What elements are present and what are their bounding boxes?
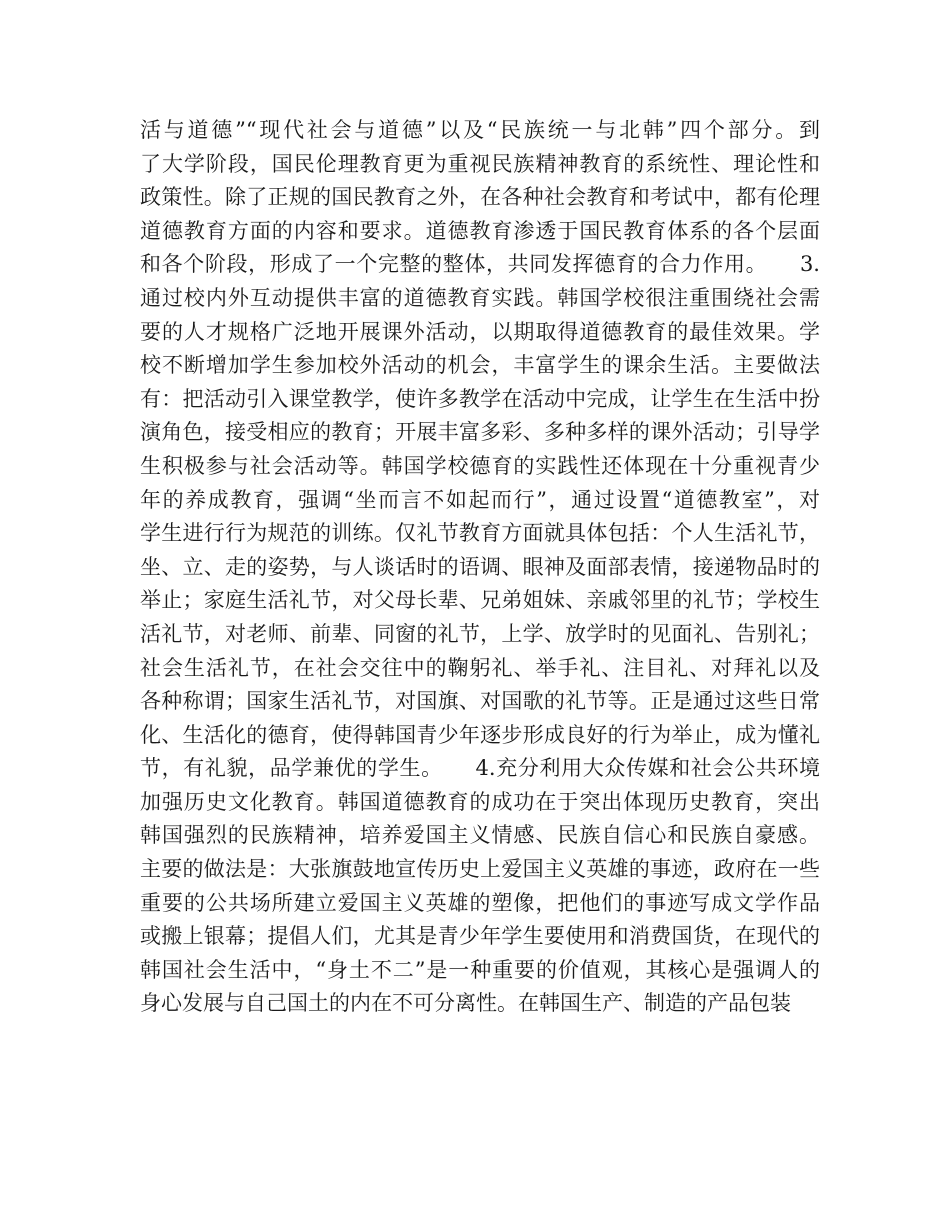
text-line: 校不断增加学生参加校外活动的机会，丰富学生的课余生活。主要做法: [140, 353, 820, 378]
text-line: 或搬上银幕；提倡人们，尤其是青少年学生要使用和消费国货，在现代的: [140, 924, 820, 949]
text-line: 重要的公共场所建立爱国主义英雄的塑像，把他们的事迹写成文学作品: [140, 890, 820, 915]
text-line: 坐、立、走的姿势，与人谈话时的语调、眼神及面部表情，接递物品时的: [140, 554, 820, 579]
text-line: 有：把活动引入课堂教学，使许多教学在活动中完成，让学生在生活中扮: [140, 386, 820, 411]
text-line: 举止；家庭生活礼节，对父母长辈、兄弟姐妹、亲戚邻里的礼节；学校生: [140, 588, 820, 613]
text-line: 活与道德”“现代社会与道德”以及“民族统一与北韩”四个部分。到: [140, 118, 820, 142]
text-line: 主要的做法是：大张旗鼓地宣传历史上爱国主义英雄的事迹，政府在一些: [140, 857, 820, 882]
text-line: 韩国强烈的民族精神，培养爱国主义情感、民族自信心和民族自豪感。: [140, 823, 820, 848]
text-line: 年的养成教育，强调“坐而言不如起而行”，通过设置“道德教室”，对: [140, 487, 820, 512]
text-line: 各种称谓；国家生活礼节，对国旗、对国歌的礼节等。正是通过这些日常: [140, 689, 820, 714]
text-line: 演角色，接受相应的教育；开展丰富多彩、多种多样的课外活动；引导学: [140, 420, 820, 445]
text-line: 活礼节，对老师、前辈、同窗的礼节，上学、放学时的见面礼、告别礼；: [140, 621, 820, 646]
text-line: 加强历史文化教育。韩国道德教育的成功在于突出体现历史教育，突出: [140, 789, 820, 814]
text-line: 节，有礼貌，品学兼优的学生。 4.充分利用大众传媒和社会公共环境: [140, 756, 820, 781]
text-line: 生积极参与社会活动等。韩国学校德育的实践性还体现在十分重视青少: [140, 453, 820, 478]
text-line: 道德教育方面的内容和要求。道德教育渗透于国民教育体系的各个层面: [140, 218, 820, 243]
text-line: 和各个阶段，形成了一个完整的整体，共同发挥德育的合力作用。 3.: [140, 252, 820, 277]
body-text: [140, 114, 820, 1021]
text-line: 身心发展与自己国土的内在不可分离性。在韩国生产、制造的产品包装: [140, 991, 791, 1016]
text-line: 韩国社会生活中，“身土不二”是一种重要的价值观，其核心是强调人的: [140, 957, 820, 982]
text-line: 学生进行行为规范的训练。仅礼节教育方面就具体包括：个人生活礼节，: [140, 521, 820, 546]
text-line: 政策性。除了正规的国民教育之外，在各种社会教育和考试中，都有伦理: [140, 185, 820, 210]
text-line: 要的人才规格广泛地开展课外活动，以期取得道德教育的最佳效果。学: [140, 319, 820, 344]
text-line: 了大学阶段，国民伦理教育更为重视民族精神教育的系统性、理论性和: [140, 151, 820, 176]
text-line: 通过校内外互动提供丰富的道德教育实践。韩国学校很注重围绕社会需: [140, 285, 820, 310]
text-line: 社会生活礼节，在社会交往中的鞠躬礼、举手礼、注目礼、对拜礼以及: [140, 655, 820, 680]
text-line: 化、生活化的德育，使得韩国青少年逐步形成良好的行为举止，成为懂礼: [140, 722, 820, 747]
